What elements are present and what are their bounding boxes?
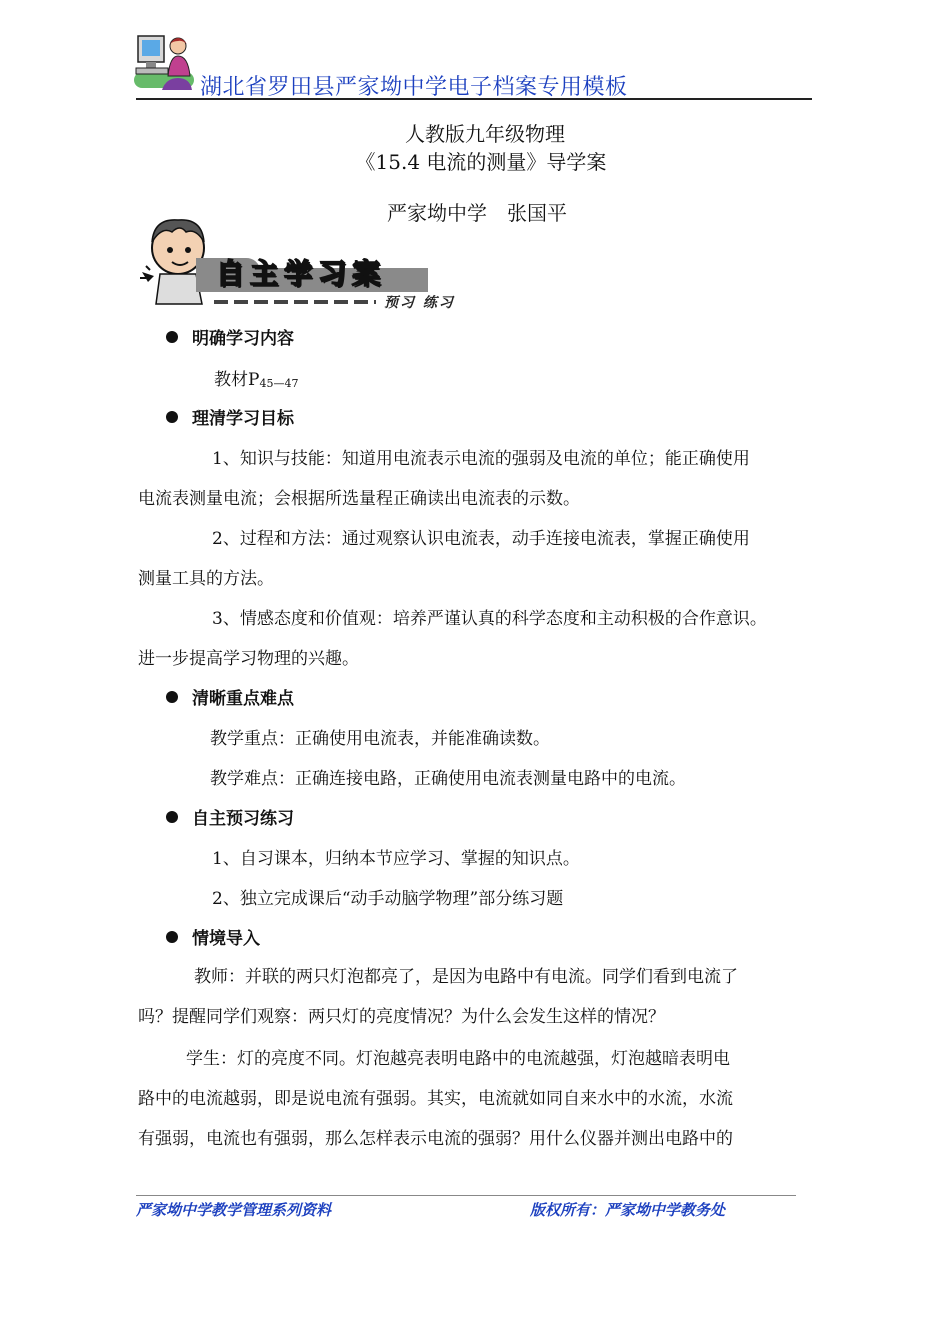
goal-line: 电流表测量电流；会根据所选量程正确读出电流表的示数。 bbox=[138, 489, 580, 509]
goal-line: 1、知识与技能：知道用电流表示电流的强弱及电流的单位；能正确使用 bbox=[212, 449, 750, 469]
bullet-dot-icon bbox=[166, 931, 178, 943]
bullet-dot-icon bbox=[166, 691, 178, 703]
keypoint-line: 教学难点：正确连接电路，正确使用电流表测量电路中的电流。 bbox=[210, 769, 686, 789]
computer-user-logo-icon bbox=[132, 32, 196, 94]
footer-series: 严家坳中学教学管理系列资料 bbox=[136, 1201, 332, 1219]
goal-line: 测量工具的方法。 bbox=[138, 569, 274, 589]
intro-line: 教师：并联的两只灯泡都亮了，是因为电路中有电流。同学们看到电流了 bbox=[194, 967, 738, 987]
goal-line: 2、过程和方法：通过观察认识电流表，动手连接电流表，掌握正确使用 bbox=[212, 529, 750, 549]
bullet-dot-icon bbox=[166, 811, 178, 823]
header-title: 湖北省罗田县严家坳中学电子档案专用模板 bbox=[200, 75, 628, 100]
intro-line: 路中的电流越弱，即是说电流有强弱。其实，电流就如同自来水中的水流，水流 bbox=[138, 1089, 733, 1109]
textbook-pages: 教材P45—47 bbox=[214, 370, 299, 390]
banner-subtitle: 预习 练习 bbox=[384, 295, 455, 311]
section-heading-preview: 自主预习练习 bbox=[166, 804, 294, 829]
doc-lesson-title: 《15.4 电流的测量》导学案 bbox=[355, 150, 607, 174]
bullet-dot-icon bbox=[166, 411, 178, 423]
goal-line: 进一步提高学习物理的兴趣。 bbox=[138, 649, 359, 669]
doc-subject: 人教版九年级物理 bbox=[405, 122, 565, 146]
intro-line: 有强弱，电流也有强弱，那么怎样表示电流的强弱？用什么仪器并测出电路中的 bbox=[138, 1129, 733, 1149]
preview-line: 2、独立完成课后“动手动脑学物理”部分练习题 bbox=[212, 889, 564, 909]
footer-divider bbox=[136, 1195, 796, 1196]
section-heading-intro: 情境导入 bbox=[166, 924, 260, 949]
intro-line: 学生：灯的亮度不同。灯泡越亮表明电路中的电流越强，灯泡越暗表明电 bbox=[186, 1049, 730, 1069]
section-heading-content: 明确学习内容 bbox=[166, 324, 294, 349]
doc-author: 严家坳中学 张国平 bbox=[387, 201, 567, 225]
bullet-dot-icon bbox=[166, 331, 178, 343]
goal-line: 3、情感态度和价值观：培养严谨认真的科学态度和主动积极的合作意识。 bbox=[212, 609, 767, 629]
preview-line: 1、自习课本，归纳本节应学习、掌握的知识点。 bbox=[212, 849, 580, 869]
header-divider bbox=[136, 98, 812, 100]
footer-copyright: 版权所有：严家坳中学教务处 bbox=[530, 1201, 726, 1219]
section-heading-goals: 理清学习目标 bbox=[166, 404, 294, 429]
banner-title: 自主学习案 bbox=[216, 257, 387, 290]
intro-line: 吗？提醒同学们观察：两只灯的亮度情况？为什么会发生这样的情况？ bbox=[138, 1007, 665, 1027]
keypoint-line: 教学重点：正确使用电流表，并能准确读数。 bbox=[210, 729, 550, 749]
section-heading-keypoints: 清晰重点难点 bbox=[166, 684, 294, 709]
